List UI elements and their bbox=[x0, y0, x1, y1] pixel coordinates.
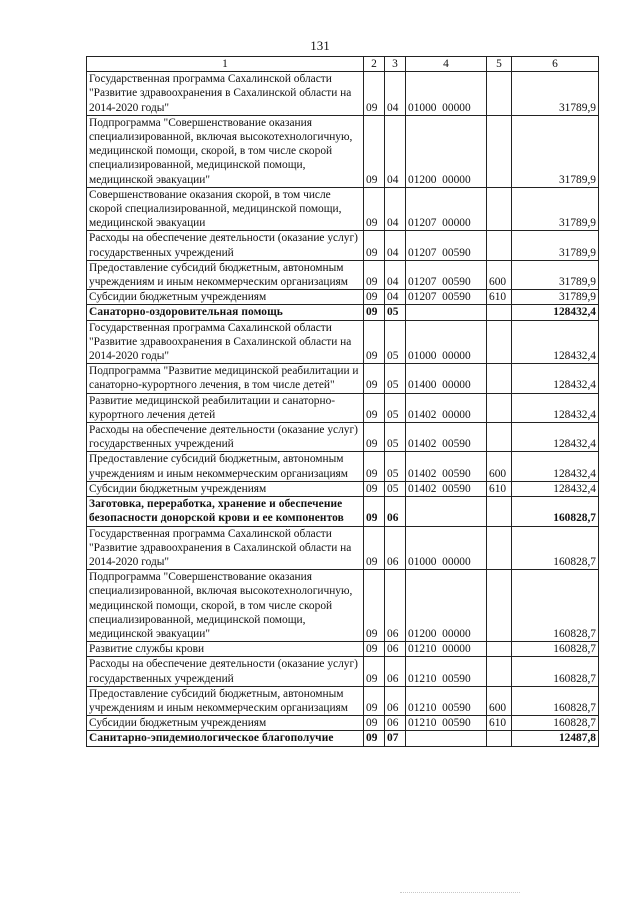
row-expense-type bbox=[487, 497, 512, 526]
row-subsection-code: 05 bbox=[385, 305, 406, 320]
row-subsection-code: 05 bbox=[385, 481, 406, 496]
row-amount: 31789,9 bbox=[512, 72, 599, 116]
header-col-1: 1 bbox=[87, 57, 364, 72]
row-amount: 31789,9 bbox=[512, 290, 599, 305]
row-subsection-code: 05 bbox=[385, 393, 406, 422]
row-target-code: 01000 00000 bbox=[406, 526, 487, 570]
row-name: Подпрограмма "Совершенствование оказания специализированной, включая высокотехнологичную, медицинской помощи, скорой, в том числе скорой специализированной, медицинской помощи, медицинской эвакуации" bbox=[87, 570, 364, 642]
table-row bbox=[87, 305, 599, 320]
row-amount: 128432,4 bbox=[512, 452, 599, 481]
table-row bbox=[87, 290, 599, 305]
header-col-6: 6 bbox=[512, 57, 599, 72]
row-expense-type: 600 bbox=[487, 260, 512, 289]
row-name: Совершенствование оказания скорой, в том числе скорой специализированной, медицинской помощи, медицинской эвакуации bbox=[87, 187, 364, 231]
row-name: Государственная программа Сахалинской области "Развитие здравоохранения в Сахалинской области на 2014-2020 годы" bbox=[87, 320, 364, 364]
row-target-code: 01207 00590 bbox=[406, 290, 487, 305]
row-name: Субсидии бюджетным учреждениям bbox=[87, 481, 364, 496]
row-name: Субсидии бюджетным учреждениям bbox=[87, 716, 364, 731]
row-target-code: 01207 00000 bbox=[406, 187, 487, 231]
header-col-5: 5 bbox=[487, 57, 512, 72]
row-target-code: 01402 00000 bbox=[406, 393, 487, 422]
row-subsection-code: 04 bbox=[385, 290, 406, 305]
row-target-code bbox=[406, 731, 487, 746]
row-expense-type bbox=[487, 320, 512, 364]
table-row bbox=[87, 115, 599, 187]
row-name: Подпрограмма "Совершенствование оказания специализированной, включая высокотехнологичную, медицинской помощи, скорой, в том числе скорой специализированной, медицинской помощи, медицинской эвакуации" bbox=[87, 115, 364, 187]
row-section-code: 09 bbox=[364, 686, 385, 715]
row-subsection-code: 05 bbox=[385, 452, 406, 481]
row-target-code: 01000 00000 bbox=[406, 72, 487, 116]
row-amount: 128432,4 bbox=[512, 393, 599, 422]
row-name: Расходы на обеспечение деятельности (оказание услуг) государственных учреждений bbox=[87, 231, 364, 260]
row-name: Государственная программа Сахалинской области "Развитие здравоохранения в Сахалинской области на 2014-2020 годы" bbox=[87, 72, 364, 116]
row-target-code: 01400 00000 bbox=[406, 364, 487, 393]
row-amount: 128432,4 bbox=[512, 423, 599, 452]
row-name: Предоставление субсидий бюджетным, автономным учреждениям и иным некоммерческим организациям bbox=[87, 452, 364, 481]
row-expense-type bbox=[487, 423, 512, 452]
row-expense-type: 610 bbox=[487, 290, 512, 305]
row-section-code: 09 bbox=[364, 364, 385, 393]
row-subsection-code: 06 bbox=[385, 657, 406, 686]
row-target-code: 01210 00590 bbox=[406, 686, 487, 715]
row-target-code: 01210 00590 bbox=[406, 716, 487, 731]
row-subsection-code: 06 bbox=[385, 497, 406, 526]
row-target-code: 01210 00000 bbox=[406, 642, 487, 657]
row-expense-type bbox=[487, 364, 512, 393]
row-section-code: 09 bbox=[364, 260, 385, 289]
header-row bbox=[87, 57, 599, 72]
table-row bbox=[87, 716, 599, 731]
page-number: 131 bbox=[310, 38, 330, 53]
row-name: Предоставление субсидий бюджетным, автономным учреждениям и иным некоммерческим организациям bbox=[87, 260, 364, 289]
row-name: Санаторно-оздоровительная помощь bbox=[87, 305, 364, 320]
row-section-code: 09 bbox=[364, 497, 385, 526]
row-amount: 31789,9 bbox=[512, 187, 599, 231]
row-section-code: 09 bbox=[364, 452, 385, 481]
row-target-code bbox=[406, 305, 487, 320]
row-expense-type bbox=[487, 72, 512, 116]
table-row bbox=[87, 364, 599, 393]
row-amount: 160828,7 bbox=[512, 526, 599, 570]
row-section-code: 09 bbox=[364, 423, 385, 452]
table-row bbox=[87, 497, 599, 526]
row-subsection-code: 04 bbox=[385, 260, 406, 289]
row-target-code: 01402 00590 bbox=[406, 452, 487, 481]
row-target-code: 01200 00000 bbox=[406, 115, 487, 187]
row-subsection-code: 05 bbox=[385, 320, 406, 364]
row-expense-type bbox=[487, 231, 512, 260]
row-amount: 128432,4 bbox=[512, 320, 599, 364]
row-subsection-code: 05 bbox=[385, 423, 406, 452]
row-expense-type bbox=[487, 570, 512, 642]
row-amount: 31789,9 bbox=[512, 115, 599, 187]
header-col-2: 2 bbox=[364, 57, 385, 72]
row-amount: 31789,9 bbox=[512, 231, 599, 260]
table-row bbox=[87, 72, 599, 116]
row-expense-type: 610 bbox=[487, 481, 512, 496]
row-section-code: 09 bbox=[364, 657, 385, 686]
table-row bbox=[87, 570, 599, 642]
row-section-code: 09 bbox=[364, 305, 385, 320]
row-expense-type: 600 bbox=[487, 686, 512, 715]
table-row bbox=[87, 393, 599, 422]
row-target-code: 01207 00590 bbox=[406, 231, 487, 260]
row-name: Расходы на обеспечение деятельности (оказание услуг) государственных учреждений bbox=[87, 423, 364, 452]
row-expense-type: 600 bbox=[487, 452, 512, 481]
row-name: Развитие медицинской реабилитации и санаторно-курортного лечения детей bbox=[87, 393, 364, 422]
row-name: Развитие службы крови bbox=[87, 642, 364, 657]
row-expense-type bbox=[487, 187, 512, 231]
row-subsection-code: 06 bbox=[385, 570, 406, 642]
row-section-code: 09 bbox=[364, 642, 385, 657]
row-name: Государственная программа Сахалинской области "Развитие здравоохранения в Сахалинской области на 2014-2020 годы" bbox=[87, 526, 364, 570]
table-row bbox=[87, 526, 599, 570]
row-expense-type bbox=[487, 393, 512, 422]
row-subsection-code: 05 bbox=[385, 364, 406, 393]
row-expense-type bbox=[487, 115, 512, 187]
table-row bbox=[87, 731, 599, 746]
row-target-code bbox=[406, 497, 487, 526]
table-row bbox=[87, 686, 599, 715]
row-subsection-code: 06 bbox=[385, 686, 406, 715]
row-section-code: 09 bbox=[364, 187, 385, 231]
row-amount: 12487,8 bbox=[512, 731, 599, 746]
table-row bbox=[87, 187, 599, 231]
row-subsection-code: 07 bbox=[385, 731, 406, 746]
row-section-code: 09 bbox=[364, 72, 385, 116]
row-amount: 160828,7 bbox=[512, 642, 599, 657]
scan-artifact bbox=[400, 888, 520, 893]
table-row bbox=[87, 642, 599, 657]
row-name: Санитарно-эпидемиологическое благополучие bbox=[87, 731, 364, 746]
row-section-code: 09 bbox=[364, 716, 385, 731]
table-row bbox=[87, 320, 599, 364]
row-section-code: 09 bbox=[364, 290, 385, 305]
row-target-code: 01402 00590 bbox=[406, 423, 487, 452]
row-name: Субсидии бюджетным учреждениям bbox=[87, 290, 364, 305]
budget-table bbox=[86, 56, 599, 747]
table-row bbox=[87, 423, 599, 452]
header-col-3: 3 bbox=[385, 57, 406, 72]
row-target-code: 01210 00590 bbox=[406, 657, 487, 686]
row-expense-type bbox=[487, 526, 512, 570]
row-expense-type bbox=[487, 305, 512, 320]
row-subsection-code: 04 bbox=[385, 187, 406, 231]
row-target-code: 01200 00000 bbox=[406, 570, 487, 642]
row-subsection-code: 04 bbox=[385, 115, 406, 187]
row-section-code: 09 bbox=[364, 115, 385, 187]
table-row bbox=[87, 260, 599, 289]
row-section-code: 09 bbox=[364, 570, 385, 642]
row-amount: 160828,7 bbox=[512, 657, 599, 686]
row-section-code: 09 bbox=[364, 231, 385, 260]
row-section-code: 09 bbox=[364, 393, 385, 422]
row-subsection-code: 06 bbox=[385, 642, 406, 657]
table-row bbox=[87, 452, 599, 481]
row-section-code: 09 bbox=[364, 320, 385, 364]
row-target-code: 01207 00590 bbox=[406, 260, 487, 289]
row-target-code: 01402 00590 bbox=[406, 481, 487, 496]
row-name: Заготовка, переработка, хранение и обеспечение безопасности донорской крови и ее компонентов bbox=[87, 497, 364, 526]
row-amount: 128432,4 bbox=[512, 481, 599, 496]
row-amount: 160828,7 bbox=[512, 716, 599, 731]
row-amount: 160828,7 bbox=[512, 686, 599, 715]
row-name: Предоставление субсидий бюджетным, автономным учреждениям и иным некоммерческим организациям bbox=[87, 686, 364, 715]
table-body bbox=[87, 57, 599, 747]
row-amount: 128432,4 bbox=[512, 364, 599, 393]
row-subsection-code: 06 bbox=[385, 716, 406, 731]
row-expense-type bbox=[487, 731, 512, 746]
row-section-code: 09 bbox=[364, 526, 385, 570]
row-subsection-code: 04 bbox=[385, 231, 406, 260]
row-expense-type bbox=[487, 657, 512, 686]
row-section-code: 09 bbox=[364, 731, 385, 746]
row-name: Расходы на обеспечение деятельности (оказание услуг) государственных учреждений bbox=[87, 657, 364, 686]
row-target-code: 01000 00000 bbox=[406, 320, 487, 364]
row-name: Подпрограмма "Развитие медицинской реабилитации и санаторно-курортного лечения, в том числе детей" bbox=[87, 364, 364, 393]
row-subsection-code: 04 bbox=[385, 72, 406, 116]
table-row bbox=[87, 481, 599, 496]
row-subsection-code: 06 bbox=[385, 526, 406, 570]
row-amount: 31789,9 bbox=[512, 260, 599, 289]
row-expense-type bbox=[487, 642, 512, 657]
table-row bbox=[87, 231, 599, 260]
row-amount: 160828,7 bbox=[512, 497, 599, 526]
row-section-code: 09 bbox=[364, 481, 385, 496]
row-expense-type: 610 bbox=[487, 716, 512, 731]
table-row bbox=[87, 657, 599, 686]
header-col-4: 4 bbox=[406, 57, 487, 72]
row-amount: 160828,7 bbox=[512, 570, 599, 642]
row-amount: 128432,4 bbox=[512, 305, 599, 320]
